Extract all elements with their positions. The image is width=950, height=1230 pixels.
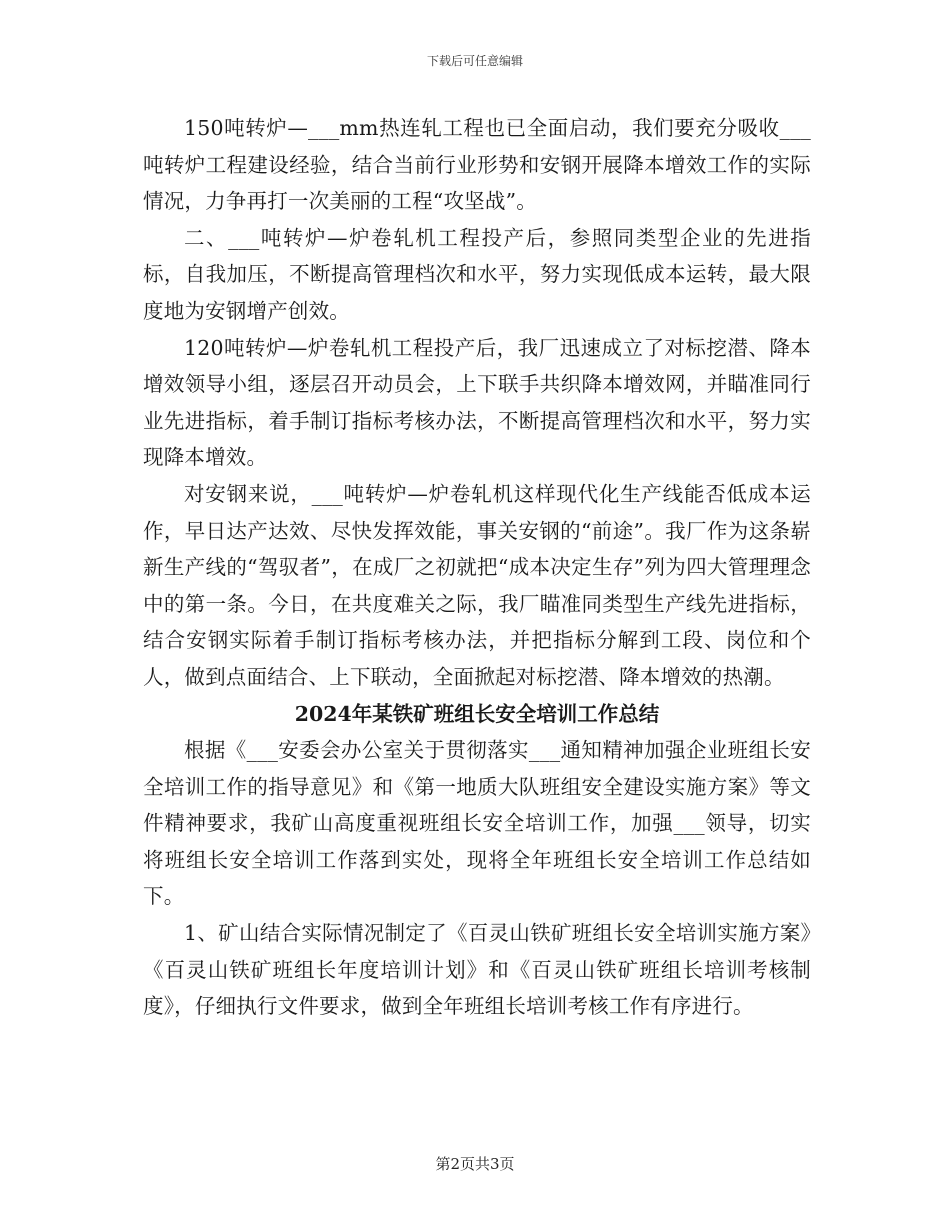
paragraph: 对安钢来说，___吨转炉—炉卷轧机这样现代化生产线能否低成本运作，早日达产达效、尽快发挥效能，事关安钢的“前途”。我厂作为这条崭新生产线的“驾驭者”，在成厂之初就把“成本决定生存”列为四大管理理念中的第一条。今日，在共度难关之际，我厂瞄准同类型生产线先进指标，结合安钢实际着手制订指标考核办法，并把指标分解到工段、岗位和个人，做到点面结合、上下联动，全面掀起对标挖潜、降本增效的热潮。 — [143, 481, 811, 689]
paragraph: 1、矿山结合实际情况制定了《百灵山铁矿班组长安全培训实施方案》《百灵山铁矿班组长年度培训计划》和《百灵山铁矿班组长培训考核制度》，仔细执行文件要求，做到全年班组长培训考核工作有序进行。 — [143, 921, 811, 1019]
paragraph: 150吨转炉—___mm热连轧工程也已全面启动，我们要充分吸收___吨转炉工程建设经验，结合当前行业形势和安钢开展降本增效工作的实际情况，力争再打一次美丽的工程“攻坚战”。 — [143, 116, 811, 214]
document-body — [143, 110, 811, 1025]
paragraph: 根据《___安委会办公室关于贯彻落实___通知精神加强企业班组长安全培训工作的指导意见》和《第一地质大队班组安全建设实施方案》等文件精神要求，我矿山高度重视班组长安全培训工作，加强___领导，切实将班组长安全培训工作落到实处，现将全年班组长安全培训工作总结如下。 — [143, 738, 811, 909]
paragraph: 120吨转炉—炉卷轧机工程投产后，我厂迅速成立了对标挖潜、降本增效领导小组，逐层召开动员会，上下联手共织降本增效网，并瞄准同行业先进指标，着手制订指标考核办法，不断提高管理档次和水平，努力实现降本增效。 — [143, 335, 811, 470]
section-title: 2024年某铁矿班组长安全培训工作总结 — [294, 701, 660, 726]
page-header-note: 下载后可任意编辑 — [426, 54, 523, 68]
paragraph: 二、___吨转炉—炉卷轧机工程投产后，参照同类型企业的先进指标，自我加压，不断提高管理档次和水平，努力实现低成本运转，最大限度地为安钢增产创效。 — [143, 225, 811, 323]
page-number: 第2页共3页 — [435, 1155, 515, 1173]
